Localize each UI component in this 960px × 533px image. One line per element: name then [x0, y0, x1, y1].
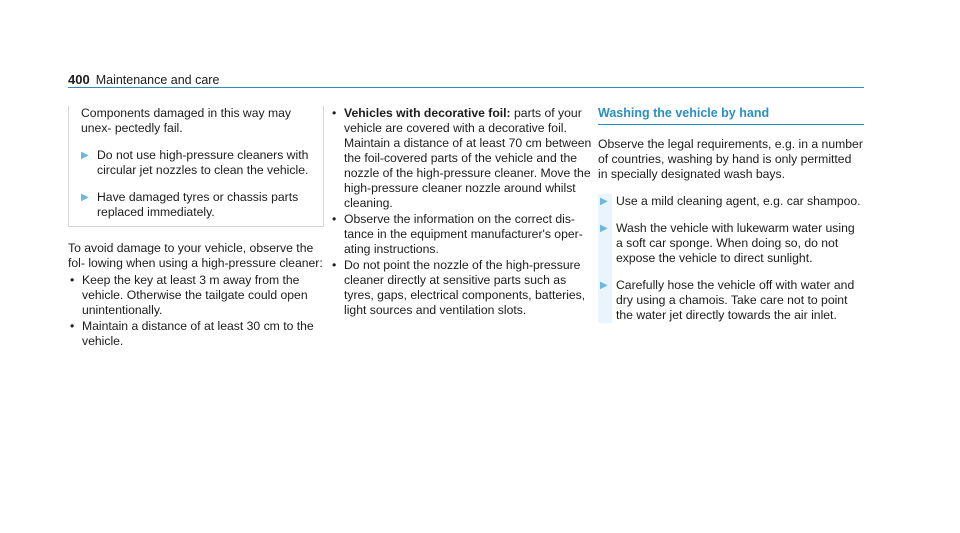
page-header-title: Maintenance and care: [95, 73, 220, 87]
step-text: Do not use high-pressure cleaners with circular jet nozzles to clean the vehicle.: [97, 148, 309, 177]
instruction-step: [600, 194, 864, 209]
bullet-icon: •: [332, 212, 337, 226]
step-arrow-icon: ▶: [81, 150, 89, 161]
step-text: Use a mild cleaning agent, e.g. car shampoo.: [616, 194, 861, 208]
warning-intro: Components damaged in this way may unex- pectedly fail.: [81, 106, 292, 135]
list-item: [68, 319, 324, 349]
page-header: [68, 72, 864, 88]
bullet-icon: •: [70, 319, 75, 333]
step-text: Carefully hose the vehicle off with water and dry using a chamois. Take care not to point the water jet directly towards the air inlet.: [616, 278, 855, 322]
bullet-list: [330, 106, 592, 318]
list-item: [68, 273, 324, 318]
list-item: [330, 258, 592, 318]
warning-step: [81, 190, 313, 220]
step-text: Wash the vehicle with lukewarm water using a soft car sponge. When doing so, do not expose the vehicle to direct sunlight.: [616, 221, 855, 265]
step-arrow-icon: ▶: [600, 196, 608, 207]
instruction-step: [600, 278, 864, 323]
column-middle: [330, 106, 592, 319]
page-number: 400: [68, 72, 90, 87]
pressure-cleaner-intro: To avoid damage to your vehicle, observe the fol- lowing when using a high-pressure cleaner:: [68, 241, 323, 270]
section-intro: Observe the legal requirements, e.g. in a number of countries, washing by hand is only permitted in specially designated wash bays.: [598, 137, 863, 181]
section-divider: [598, 124, 864, 125]
bullet-list: [68, 273, 324, 349]
warning-box: [68, 106, 324, 227]
step-arrow-icon: ▶: [81, 192, 89, 203]
bullet-icon: •: [70, 273, 75, 287]
header-divider: [68, 87, 864, 88]
instruction-steps: [598, 194, 864, 323]
warning-step: [81, 148, 313, 178]
list-item: [330, 106, 592, 211]
bullet-icon: •: [332, 258, 337, 272]
list-item-text: Keep the key at least 3 m away from the vehicle. Otherwise the tailgate could open unintentionally.: [82, 273, 308, 317]
list-item-text: Observe the information on the correct dis- tance in the equipment manufacturer's oper- ating instructions.: [344, 212, 583, 256]
list-item-text: Maintain a distance of at least 30 cm to the vehicle.: [82, 319, 314, 348]
column-right: [598, 106, 864, 323]
instruction-step: [600, 221, 864, 266]
step-text: Have damaged tyres or chassis parts replaced immediately.: [97, 190, 299, 219]
column-left: [68, 106, 324, 350]
list-item-text: parts of your vehicle are covered with a decorative foil. Maintain a distance of at least 70 cm between the foil-covered parts of the vehicle and the nozzle of the high-pressure cleaner. Move the high-pressure cleaner nozzle around whilst cleaning.: [344, 106, 592, 210]
step-arrow-icon: ▶: [600, 280, 608, 291]
bullet-icon: •: [332, 106, 337, 120]
step-arrow-icon: ▶: [600, 223, 608, 234]
section-title: Washing the vehicle by hand: [598, 106, 770, 120]
list-item-term: Vehicles with decorative foil:: [344, 106, 511, 120]
list-item: [330, 212, 592, 257]
list-item-text: Do not point the nozzle of the high-pressure cleaner directly at sensitive parts such as tyres, gaps, electrical components, batteries, light sources and ventilation slots.: [344, 258, 586, 317]
